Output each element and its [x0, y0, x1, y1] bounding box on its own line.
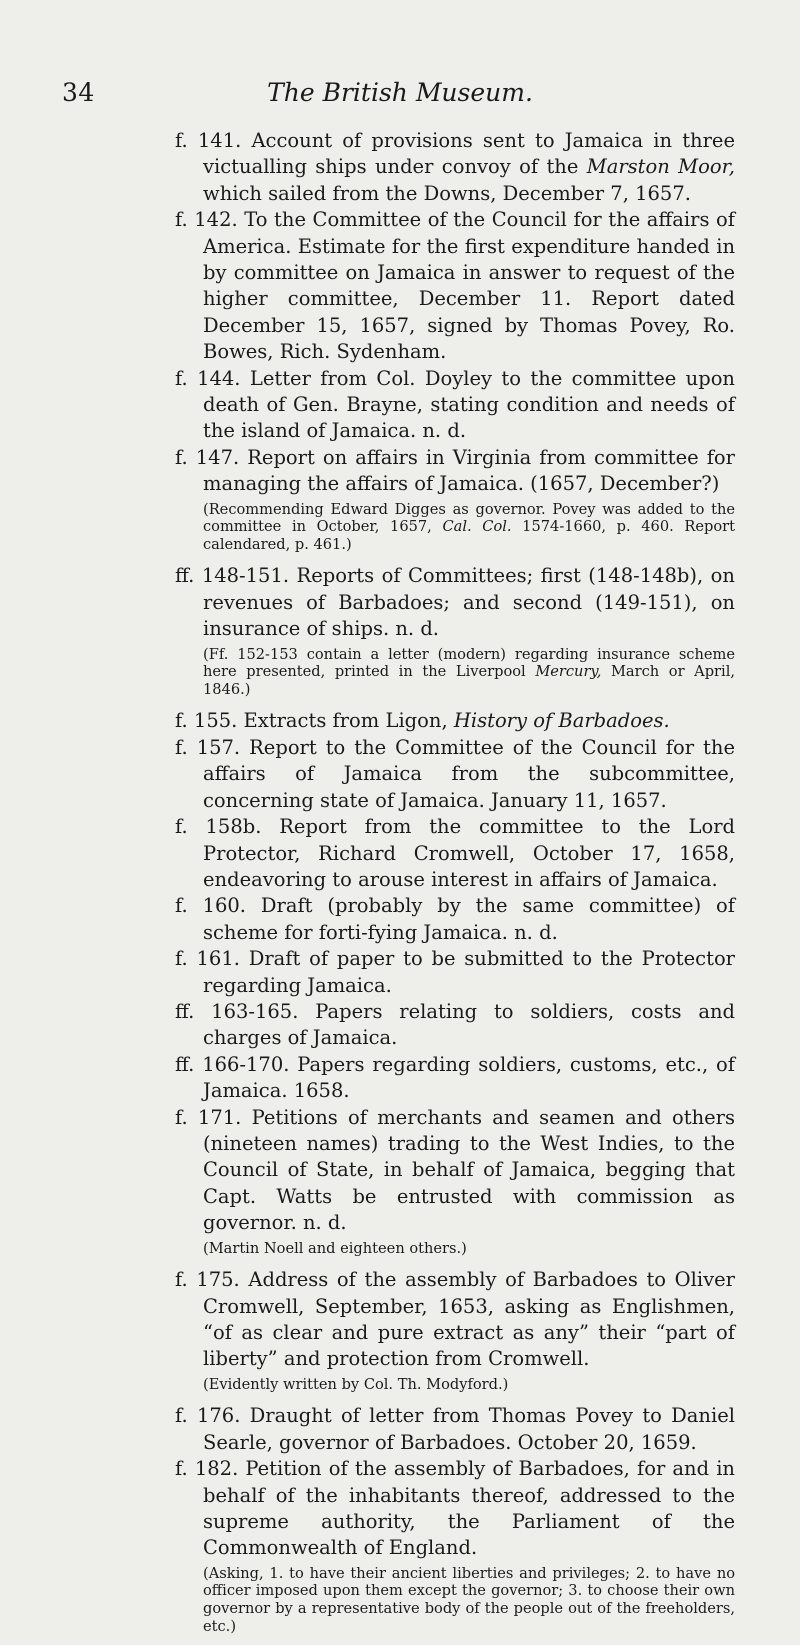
- entry-ref: f. 171.: [175, 1105, 242, 1129]
- entry-f160: f. 160. Draft (probably by the same committee) of scheme for forti-fying Jamaica. n. d.: [175, 894, 735, 944]
- entry-f161: f. 161. Draft of paper to be submitted to the Protector regarding Jamaica.: [175, 947, 736, 997]
- entry-ref: ff. 163-165.: [175, 999, 299, 1023]
- note-f175: (Evidently written by Col. Th. Modyford.): [203, 1375, 509, 1393]
- entry-ref: ff. 166-170.: [175, 1052, 290, 1076]
- entry-ref: f. 161.: [175, 947, 240, 971]
- entry-f144: f. 144. Letter from Col. Doyley to the committee upon death of Gen. Brayne, stating condition and needs of the island of Jamaica. n. d.: [175, 366, 735, 443]
- entry-f142: f. 142. To the Committee of the Council for the affairs of America. Estimate for the first expenditure handed in by committee on Jamaica in answer to request of the higher committee, December 11. Report dated December 15, 1657, signed by Thomas Povey, Ro. Bowes, Rich. Sydenham.: [175, 208, 735, 364]
- entry-f155: f. 155. Extracts from Ligon, History of Barbadoes.: [175, 709, 670, 733]
- entry-ref: ff. 148-151.: [175, 564, 290, 588]
- running-title: The British Museum.: [267, 78, 533, 107]
- entry-f182: f. 182. Petition of the assembly of Barbadoes, for and in behalf of the inhabitants thereof, addressed to the supreme authority, the Parliament of the Commonwealth of England.: [175, 1457, 735, 1560]
- entry-ref: f. 155.: [175, 709, 238, 733]
- ship-name: Marston Moor,: [586, 155, 735, 179]
- entry-ref: f. 175.: [175, 1268, 240, 1292]
- note-f171: (Martin Noell and eighteen others.): [203, 1239, 467, 1257]
- entry-f141: f. 141. Account of provisions sent to Jamaica in three victualling ships under convoy of the Marston Moor, which sailed from the Downs, December 7, 1657.: [175, 129, 735, 205]
- entry-ref: f. 141.: [175, 129, 242, 152]
- entry-f158b: f. 158b. Report from the committee to the Lord Protector, Richard Cromwell, October 17, 1658, endeavoring to arouse interest in affairs of Jamaica.: [175, 815, 735, 891]
- entry-list: [175, 128, 735, 1645]
- book-title: History of Barbadoes.: [453, 709, 670, 733]
- entry-ref: f. 142.: [175, 208, 238, 232]
- entry-ref: f. 158b.: [175, 815, 262, 839]
- entry-ref: f. 160.: [175, 894, 247, 918]
- note-ff148-151: (Ff. 152-153 contain a letter (modern) regarding insurance scheme here presented, printed in the Liverpool Mercury, March or April, 1846.): [203, 645, 736, 698]
- page-header: [62, 78, 738, 110]
- entry-f147: f. 147. Report on affairs in Virginia from committee for managing the affairs of Jamaica. (1657, December?): [175, 445, 735, 496]
- entry-ref: f. 157.: [175, 735, 241, 759]
- note-f182: (Asking, 1. to have their ancient liberties and privileges; 2. to have no officer imposed upon them except the governor; 3. to choose their own governor by a representative body of the people out of the freeholders, etc.): [203, 1564, 735, 1635]
- entry-ref: f. 144.: [175, 366, 241, 390]
- note-f147: (Recommending Edward Digges as governor. Povey was added to the committee in October, 1657, Cal. Col. 1574-1660, p. 460. Report calendared, p. 461.): [203, 500, 735, 553]
- entry-ff163-165: ff. 163-165. Papers relating to soldiers, costs and charges of Jamaica.: [175, 999, 735, 1050]
- entry-ref: f. 176.: [175, 1404, 241, 1428]
- entry-f171: f. 171. Petitions of merchants and seamen and others (nineteen names) trading to the West Indies, to the Council of State, in behalf of Jamaica, begging that Capt. Watts be entrusted with commission as governor. n. d.: [175, 1105, 735, 1235]
- entry-f175: f. 175. Address of the assembly of Barbadoes to Oliver Cromwell, September, 1653, asking as Englishmen, “of as clear and pure extract as any” their “part of liberty” and protection from Cromwell.: [175, 1268, 735, 1371]
- page-number: 34: [62, 78, 95, 107]
- entry-f157: f. 157. Report to the Committee of the Council for the affairs of Jamaica from the subcommittee, concerning state of Jamaica. January 11, 1657.: [175, 735, 735, 812]
- entry-ff166-170: ff. 166-170. Papers regarding soldiers, customs, etc., of Jamaica. 1658.: [175, 1052, 735, 1103]
- entry-ref: f. 147.: [175, 445, 240, 469]
- entry-ff148-151: ff. 148-151. Reports of Committees; first (148-148b), on revenues of Barbadoes; and second (149-151), on insurance of ships. n. d.: [175, 564, 735, 641]
- entry-ref: f. 182.: [175, 1457, 239, 1481]
- entry-f176: f. 176. Draught of letter from Thomas Povey to Daniel Searle, governor of Barbadoes. October 20, 1659.: [175, 1404, 736, 1454]
